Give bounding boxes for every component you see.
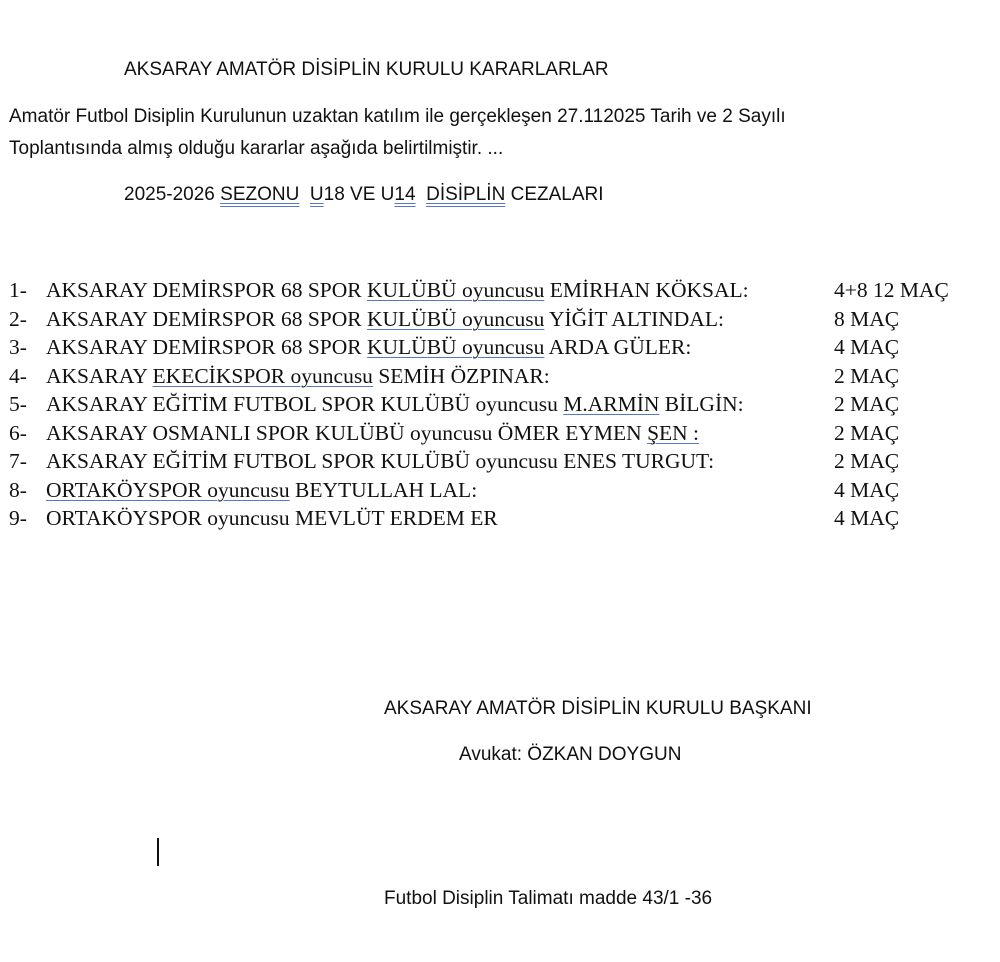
document-title: AKSARAY AMATÖR DİSİPLİN KURULU KARARLARLAR [124, 59, 609, 80]
decision-number: 3- [9, 335, 27, 359]
decision-part-c: YİĞİT ALTINDAL: [544, 307, 724, 331]
decision-part-b: ORTAKÖYSPOR oyuncusu [46, 478, 290, 502]
president-name: Avukat: ÖZKAN DOYGUN [459, 744, 682, 765]
decision-row [0, 449, 1000, 477]
decision-text [46, 449, 714, 474]
decision-text [46, 421, 699, 446]
decision-part-a: AKSARAY DEMİRSPOR 68 SPOR [46, 278, 367, 302]
decision-penalty: 4 MAÇ [834, 506, 900, 530]
president-title: AKSARAY AMATÖR DİSİPLİN KURULU BAŞKANI [384, 698, 812, 719]
decision-part-b: ŞEN : [647, 421, 700, 445]
decision-part-c: BİLGİN: [659, 392, 744, 416]
season-suffix: CEZALARI [505, 184, 604, 205]
decision-text [46, 506, 498, 531]
decision-part-b: EKECİKSPOR oyuncusu [152, 364, 373, 388]
text-cursor [157, 838, 159, 866]
decision-part-c: BEYTULLAH LAL: [289, 478, 478, 502]
decision-row [0, 392, 1000, 420]
decision-number: 8- [9, 478, 27, 502]
season-prefix: 2025-2026 [124, 184, 221, 205]
decision-row [0, 335, 1000, 363]
decision-penalty: 2 MAÇ [834, 392, 900, 416]
decision-part-b: KULÜBÜ oyuncusu [367, 335, 545, 359]
decision-number: 1- [9, 278, 27, 302]
decision-part-a: AKSARAY [46, 364, 153, 388]
decision-part-c: ARDA GÜLER: [544, 335, 692, 359]
decision-text [46, 478, 477, 503]
decision-row [0, 364, 1000, 392]
decision-row [0, 278, 1000, 306]
decision-text [46, 364, 550, 389]
decision-number: 6- [9, 421, 27, 445]
decision-penalty: 2 MAÇ [834, 421, 900, 445]
season-sezonu: SEZONU [220, 184, 300, 205]
decision-part-a: AKSARAY EĞİTİM FUTBOL SPOR KULÜBÜ oyuncusu [46, 392, 564, 416]
decision-row [0, 478, 1000, 506]
decision-penalty: 4 MAÇ [834, 335, 900, 359]
decision-number: 7- [9, 449, 27, 473]
decision-part-a: AKSARAY EĞİTİM FUTBOL SPOR KULÜBÜ oyuncusu ENES TURGUT: [46, 449, 715, 473]
decision-penalty: 4+8 12 MAÇ [834, 278, 949, 302]
decision-part-b: M.ARMİN [563, 392, 660, 416]
decision-part-a: ORTAKÖYSPOR oyuncusu MEVLÜT ERDEM ER [46, 506, 498, 530]
decision-number: 5- [9, 392, 27, 416]
decision-number: 4- [9, 364, 27, 388]
season-14: 14 [394, 184, 416, 205]
decision-part-a: AKSARAY DEMİRSPOR 68 SPOR [46, 307, 367, 331]
decision-text [46, 392, 744, 417]
decision-penalty: 2 MAÇ [834, 449, 900, 473]
decision-penalty: 8 MAÇ [834, 307, 900, 331]
decision-number: 2- [9, 307, 27, 331]
decision-text [46, 335, 691, 360]
decision-part-b: KULÜBÜ oyuncusu [367, 278, 545, 302]
decision-part-b: KULÜBÜ oyuncusu [367, 307, 545, 331]
season-u: U [309, 184, 324, 205]
decision-text [46, 307, 724, 332]
decision-row [0, 506, 1000, 534]
season-mid: 18 VE U [323, 184, 395, 205]
decision-part-c: EMİRHAN KÖKSAL: [544, 278, 749, 302]
decision-part-c: SEMİH ÖZPINAR: [372, 364, 550, 388]
intro-line-2: Toplantısında almış olduğu kararlar aşağıda belirtilmiştir. ... [9, 138, 504, 159]
decision-penalty: 4 MAÇ [834, 478, 900, 502]
decision-text [46, 278, 749, 303]
decision-number: 9- [9, 506, 27, 530]
intro-line-1: Amatör Futbol Disiplin Kurulunun uzaktan katılım ile gerçekleşen 27.112025 Tarih ve 2 Sayılı [9, 106, 786, 127]
regulation-reference: Futbol Disiplin Talimatı madde 43/1 -36 [384, 888, 713, 909]
decision-row [0, 307, 1000, 335]
decision-part-a: AKSARAY OSMANLI SPOR KULÜBÜ oyuncusu ÖMER EYMEN [46, 421, 648, 445]
decision-row [0, 421, 1000, 449]
decision-part-a: AKSARAY DEMİRSPOR 68 SPOR [46, 335, 367, 359]
season-disiplin: DİSİPLİN [426, 184, 506, 205]
season-heading [124, 184, 604, 206]
decision-penalty: 2 MAÇ [834, 364, 900, 388]
